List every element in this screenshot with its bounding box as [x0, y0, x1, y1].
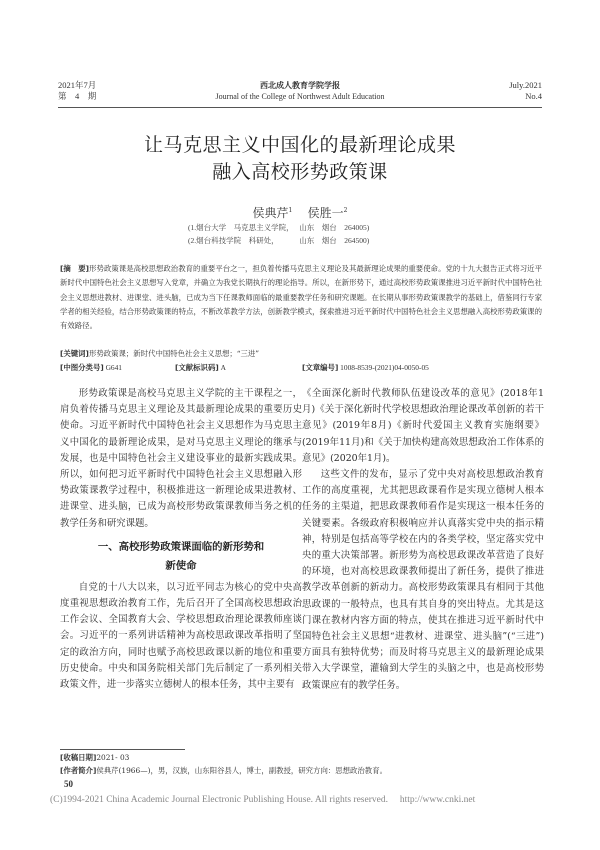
received-date-value: 2021- 03: [96, 753, 130, 762]
author-bio-value: 侯典芹(1966—)，男，汉族，山东阳谷县人，博士，副教授，研究方向：思想政治教育。: [96, 766, 387, 775]
footnote-divider: [60, 749, 185, 750]
article-number-label: [文章编号]: [302, 363, 339, 372]
author-list: [0, 204, 600, 221]
author-name: 侯胜一: [307, 206, 344, 220]
keywords-text: 形势政策课；新时代中国特色社会主义思想；“三进”: [88, 349, 260, 358]
journal-name: [58, 80, 542, 102]
issue-number-cn: 第 4 期: [58, 91, 97, 101]
author-bio: [60, 765, 387, 777]
document-code: [175, 362, 226, 374]
affiliation-1: (1.烟台大学 马克思主义学院， 山东 烟台 264005): [188, 223, 370, 232]
abstract-text: 形势政策课是高校思想政治教育的重要平台之一，担负着传播马克思主义理论及其最新理论成果的重要使命。党的十九大报告正式将习近平新时代中国特色社会主义思想写入党章，并确立为我党长期执行的理论指导。所以，在新形势下，通过高校形势政策课推进习近平新时代中国特色社会主义思想进教材、进课堂、进头脑，已成为当下任课教师面临的最重要教学任务和研究课题。在长期从事形势政策课教学的基础上，借鉴同行专家学者的相关经验，结合形势政策课的特点，不断改革教学方法，创新教学模式，探索推进习近平新时代中国特色社会主义思想融入高校形势政策课的有效路径。: [60, 264, 542, 331]
journal-name-en: Journal of the College of Northwest Adult Education: [215, 92, 385, 101]
section-heading-line2: 新使命: [165, 559, 197, 572]
issue-number-en: No.4: [525, 91, 542, 101]
article-number: [302, 362, 429, 374]
abstract: [60, 262, 542, 333]
paper-title-line2: 融入高校形势政策课: [212, 161, 388, 183]
clc-value: G641: [103, 363, 122, 372]
document-code-label: [文献标识码]: [175, 363, 219, 372]
running-header: [58, 80, 542, 108]
section-heading-line1: 一、高校形势政策课面临的新形势和: [97, 540, 265, 553]
body-column-left: [60, 386, 302, 693]
author-bio-label: [作者简介]: [60, 766, 97, 775]
copyright-notice: (C)1994-2021 China Academic Journal Electronic Publishing House. All rights reserved. http://www.cnki.net: [50, 795, 476, 805]
received-date: [60, 752, 129, 764]
journal-name-cn: 西北成人教育学院学报: [260, 81, 340, 90]
clc-label: [中图分类号]: [60, 363, 104, 372]
author-affiliation-marker: 1: [288, 207, 293, 214]
keywords: [60, 348, 542, 360]
paper-title-line1: 让马克思主义中国化的最新理论成果: [143, 134, 456, 156]
author-name: 侯典芹: [252, 206, 289, 220]
keywords-label: [关键词]: [60, 349, 89, 358]
body-paragraph: 形势政策课是高校马克思主义学院的主干课程之一，肩负着传播马克思主义理论及其最新理论成果的重要历史使命。习近平新时代中国特色社会主义思想作为马克思主义中国化的最新理论成果，是对马克思主义理论的继承与发展，也是中国特色社会主义建设事业的最新实践成果。所以，如何把习近平新时代中国特色社会主义思想融入形势政策课教学过程中，积极推进这一新理论成果进教材、进课堂、进头脑，已成为高校形势政策课教师当务之机的教学任务和研究课题。: [60, 388, 302, 529]
body-paragraph: 自党的十八大以来，以习近平同志为核心的党中央高度重视思想政治教育工作，先后召开了全国高校思想政治工作会议、全国教育大会、学校思想政治理论课教师座谈会。习近平的一系列讲话精神为高校思政课改革指明了坚定的政治方向，同时也赋予高校思政课以新的地位和重要历史使命。中央和国务院相关部门先后制定了一系列相关政策文件，进一步落实立德树人的根本任务，其中主要有: [60, 581, 302, 691]
author-affiliation-marker: 2: [343, 207, 348, 214]
document-code-value: A: [218, 363, 226, 372]
issue-month-en: July.2021: [509, 80, 542, 90]
body-column-right: [302, 386, 544, 694]
issue-date-en: [509, 80, 542, 102]
abstract-label: [摘 要]: [60, 264, 90, 273]
body-paragraph: 这些文件的发布，显示了党中央对高校思想政治教育工作的高度重视，尤其把思政课看作是实现立德树人根本任务的主渠道，把思政课教师看作是实现这一根本任务的关键要素。各级政府积极响应并认真落实党中央的指示精神，特别是包括高等学校在内的各类学校，坚定落实党中央的重大决策部署。新形势为高校思政课改革营造了良好的环境，也对高校思政课教师提出了新任务，提供了推进教学改革创新的新动力。高校形势政策课具有相同于其他思政课的一般特点，也具有其自身的突出特点。尤其是这门课在教材内容方面的特点，使其在推进习近平新时代中国特色社会主义思想“进教材、进课堂、进头脑”(“三进”)方面具有独特优势；而及时将马克思主义的最新理论成果带入大学课堂，灌输到大学生的头脑之中，也是高校形势政策课应有的教学任务。: [302, 469, 544, 691]
article-number-value: 1008-8539-(2021)04-0050-05: [338, 363, 429, 372]
clc-number: [60, 362, 122, 374]
issue-month-cn: 2021年7月: [58, 80, 97, 90]
section-heading: [60, 538, 302, 576]
page-number: 50: [64, 779, 73, 789]
paper-title: [0, 132, 600, 186]
received-date-label: [收稿日期]: [60, 753, 97, 762]
affiliation-2: (2.烟台科技学院 科研处， 山东 烟台 264500): [188, 236, 370, 245]
body-paragraph: 《全面深化新时代教师队伍建设改革的意见》(2018年1月)《关于深化新时代学校思想政治理论课改革创新的若干意见》(2019年8月)《新时代爱国主义教育实施纲要》(2019年11月)和《关于加快构建高效思想政治工作体系的意见》(2020年1月)。: [302, 388, 544, 464]
